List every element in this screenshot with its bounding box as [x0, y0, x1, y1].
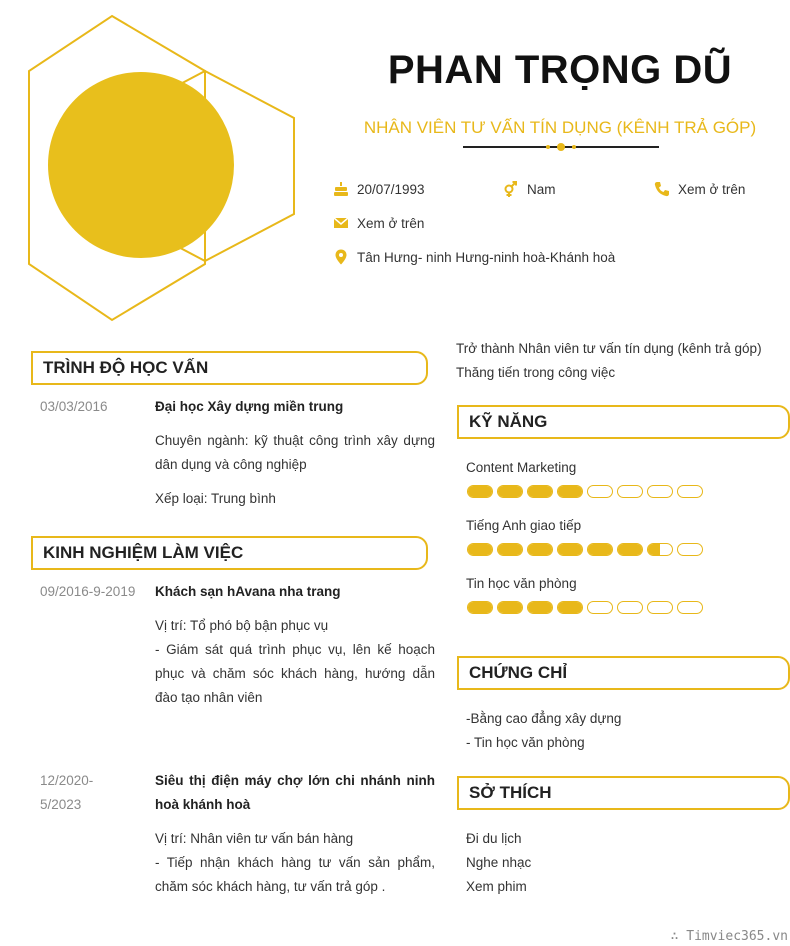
job-2-company: Siêu thị điện máy chợ lớn chi nhánh ninh hoà khánh hoà — [155, 773, 435, 812]
job-1-description: - Giám sát quá trình phục vụ, lên kế hoạch phục và chăm sóc khách hàng, hướng dẫn đào tạo nhân viên — [155, 642, 435, 705]
birthday-cake-icon — [333, 181, 349, 197]
job-1-date: 09/2016-9-2019 — [40, 584, 136, 599]
skill-segment — [497, 543, 523, 556]
address-info — [333, 249, 615, 265]
phone-icon — [654, 181, 670, 197]
job-2-description: - Tiếp nhận khách hàng tư vấn sản phẩm, chăm sóc khách hàng, tư vấn trả góp . — [155, 855, 435, 894]
experience-heading: KINH NGHIỆM LÀM VIỆC — [31, 536, 428, 570]
email-icon — [333, 215, 349, 231]
hobby-item-2: Nghe nhạc — [466, 855, 532, 870]
skill-1-rating — [467, 485, 707, 499]
watermark: ∴ Timviec365.vn — [670, 929, 788, 944]
skill-segment — [557, 601, 583, 614]
skill-segment — [677, 601, 703, 614]
avatar-photo-placeholder — [48, 72, 234, 258]
education-date: 03/03/2016 — [40, 399, 108, 414]
email-value: Xem ở trên — [357, 215, 425, 231]
candidate-name: PHAN TRỌNG DŨ — [387, 48, 733, 92]
education-rank: Xếp loại: Trung bình — [155, 491, 276, 506]
skill-segment — [677, 543, 703, 556]
skill-3-name: Tin học văn phòng — [466, 576, 577, 591]
job-2-date: 12/2020-5/2023 — [40, 773, 94, 812]
skill-segment — [587, 485, 613, 498]
skill-segment — [497, 601, 523, 614]
skill-segment — [617, 485, 643, 498]
skill-segment — [557, 543, 583, 556]
objective-line-1: Trở thành Nhân viên tư vấn tín dụng (kênh trả góp) — [456, 341, 762, 356]
skill-segment — [467, 485, 493, 498]
skill-segment — [677, 485, 703, 498]
skills-heading: KỸ NĂNG — [457, 405, 790, 439]
skill-segment — [587, 601, 613, 614]
skill-segment — [647, 543, 673, 556]
skill-3-rating — [467, 601, 707, 615]
birthday-info — [333, 181, 425, 197]
email-info — [333, 215, 424, 231]
skill-segment — [557, 485, 583, 498]
gender-value: Nam — [527, 181, 556, 197]
skill-segment — [467, 601, 493, 614]
hexagon-decoration — [0, 0, 310, 330]
skill-segment — [587, 543, 613, 556]
hobbies-heading: SỞ THÍCH — [457, 776, 790, 810]
address-value: Tân Hưng- ninh Hưng-ninh hoà-Khánh hoà — [357, 249, 616, 265]
job-1-company: Khách sạn hAvana nha trang — [155, 584, 341, 599]
skill-segment — [617, 543, 643, 556]
skill-segment — [527, 543, 553, 556]
job-title: NHÂN VIÊN TƯ VẤN TÍN DỤNG (KÊNH TRẢ GÓP) — [363, 118, 757, 137]
phone-value: Xem ở trên — [678, 181, 746, 197]
skill-segment — [527, 485, 553, 498]
certificates-heading: CHỨNG CHỈ — [457, 656, 790, 690]
birthday-value: 20/07/1993 — [357, 181, 425, 197]
education-school: Đại học Xây dựng miền trung — [155, 399, 344, 414]
skill-1-name: Content Marketing — [466, 460, 577, 475]
skill-segment — [647, 601, 673, 614]
gender-icon — [503, 181, 519, 197]
skill-segment — [527, 601, 553, 614]
certificate-item-2: - Tin học văn phòng — [466, 735, 585, 750]
phone-info — [654, 181, 745, 197]
skill-segment — [647, 485, 673, 498]
job-1-position: Vị trí: Tổ phó bộ bận phục vụ — [155, 618, 329, 633]
education-major: Chuyên ngành: kỹ thuật công trình xây dựng dân dụng và công nghiệp — [155, 433, 435, 472]
skill-2-rating — [467, 543, 707, 557]
location-pin-icon — [333, 249, 349, 265]
hobby-item-3: Xem phim — [466, 879, 527, 894]
title-divider-dots — [544, 143, 578, 151]
skill-2-name: Tiếng Anh giao tiếp — [466, 518, 582, 533]
objective-line-2: Thăng tiến trong công việc — [456, 365, 616, 380]
hobby-item-1: Đi du lịch — [466, 831, 522, 846]
skill-segment — [467, 543, 493, 556]
job-2-position: Vị trí: Nhân viên tư vấn bán hàng — [155, 831, 354, 846]
education-heading: TRÌNH ĐỘ HỌC VẤN — [31, 351, 428, 385]
skill-segment — [617, 601, 643, 614]
skill-segment — [497, 485, 523, 498]
certificate-item-1: -Bằng cao đẳng xây dựng — [466, 711, 622, 726]
gender-info — [503, 181, 556, 197]
